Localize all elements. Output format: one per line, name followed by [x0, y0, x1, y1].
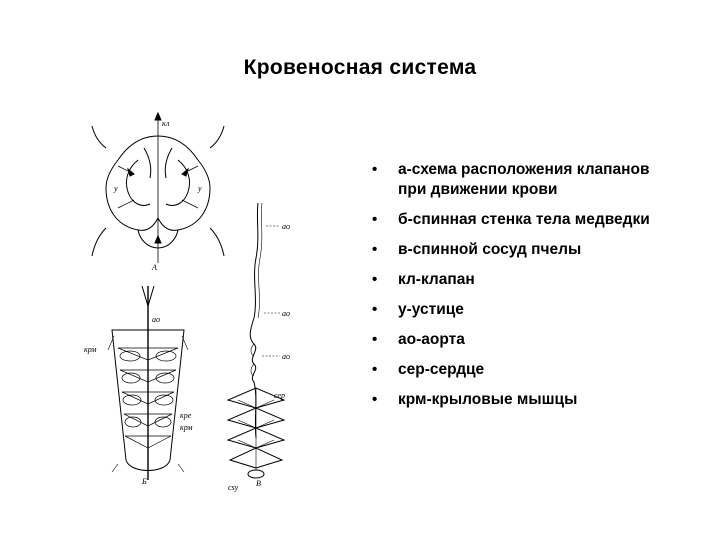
label-b-aorta: ао [152, 315, 160, 324]
label-a-ostium-left: у [114, 184, 118, 193]
label-v-heart: сер [274, 391, 285, 400]
bullet-icon: • [372, 211, 378, 228]
label-v-aorta-1: ао [282, 222, 290, 231]
list-item-text: крм-крыловые мышцы [398, 391, 578, 408]
list-item-text: в-спинной сосуд пчелы [398, 241, 582, 258]
list-item [368, 270, 668, 290]
bullet-icon: • [372, 271, 378, 288]
label-b-kpe: кре [180, 411, 192, 420]
anatomy-drawing [78, 108, 308, 498]
label-v-aorta-2: ао [282, 309, 290, 318]
label-b-wing-muscle-2: крм [180, 423, 193, 432]
bullet-icon: • [372, 361, 378, 378]
list-item [368, 210, 668, 230]
list-item-text: б-спинная стенка тела медведки [398, 211, 650, 228]
slide-title: Кровеносная система [243, 56, 477, 79]
bullet-icon: • [372, 161, 378, 178]
bullet-icon: • [372, 241, 378, 258]
insect-circulatory-illustration [78, 108, 308, 498]
label-b-letter: Б [142, 477, 147, 486]
list-item-text: кл-клапан [398, 271, 475, 288]
bullet-icon: • [372, 331, 378, 348]
definition-list [368, 160, 668, 420]
bullet-icon: • [372, 391, 378, 408]
list-item [368, 240, 668, 260]
list-item [368, 360, 668, 380]
label-a-ostium-right: у [198, 184, 202, 193]
label-b-wing-muscle: крм [84, 345, 97, 354]
list-item-text: ао-аорта [398, 331, 465, 348]
label-a-letter: А [152, 263, 157, 272]
list-item-text: у-устице [398, 301, 464, 318]
list-item [368, 390, 668, 410]
list-item-text: а-схема расположения клапанов при движении крови [398, 161, 650, 198]
list-item-text: сер-сердце [398, 361, 485, 378]
list-item [368, 330, 668, 350]
label-v-aorta-3: ао [282, 352, 290, 361]
label-v-letter: В [256, 479, 261, 488]
label-a-valve: кл [162, 119, 170, 128]
list-item [368, 300, 668, 320]
label-v-csu: сsy [228, 483, 239, 492]
bullet-icon: • [372, 301, 378, 318]
list-item [368, 160, 668, 200]
